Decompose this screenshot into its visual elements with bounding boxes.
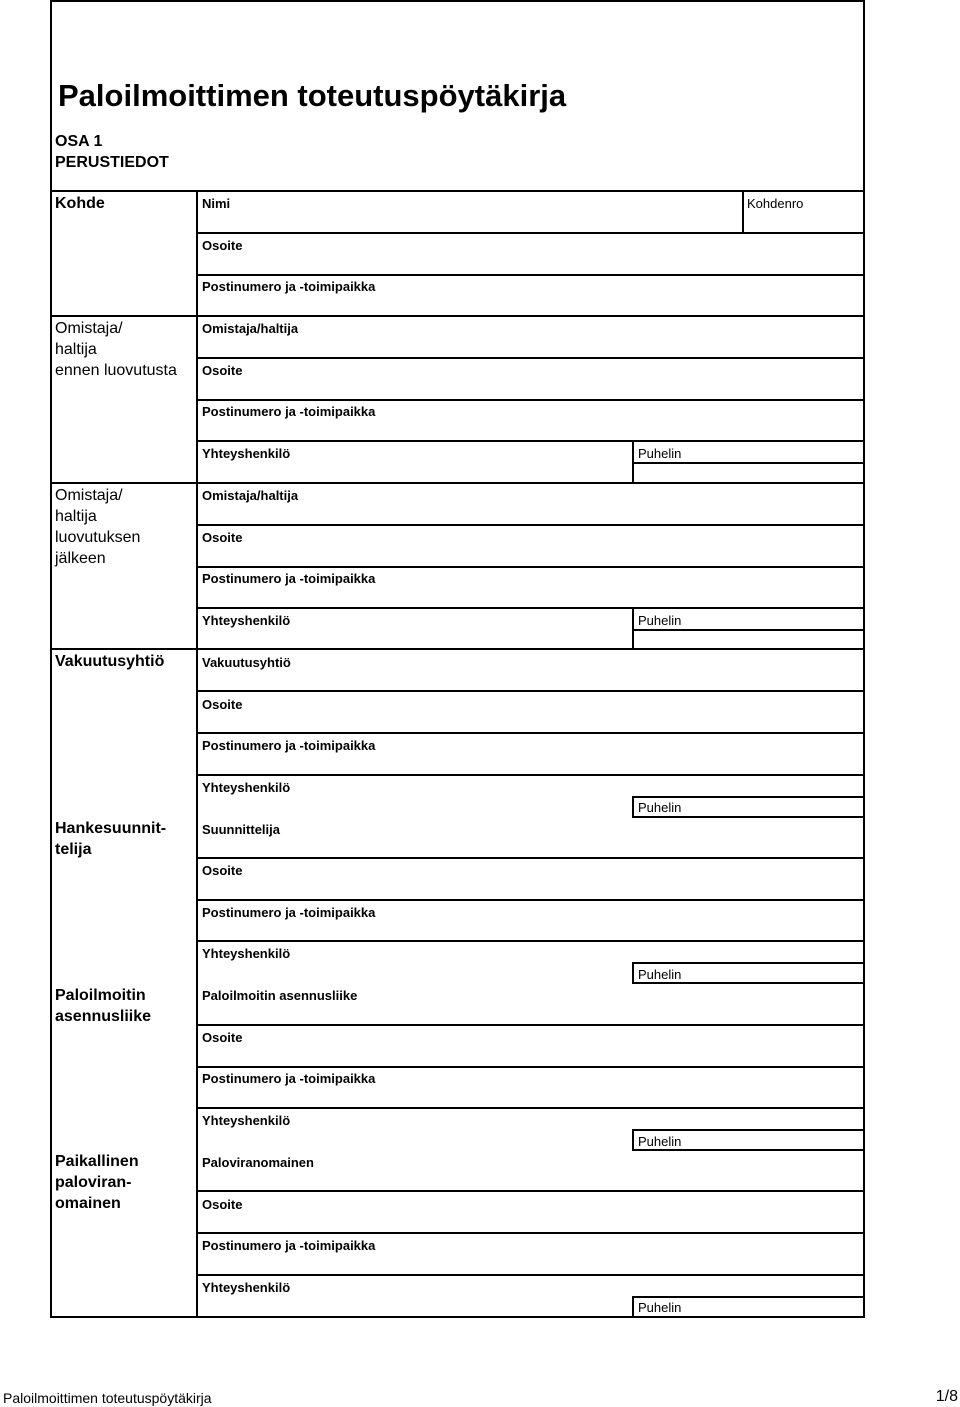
- page-title: Paloilmoittimen toteutuspöytäkirja: [58, 78, 567, 113]
- field-rule: [196, 774, 865, 776]
- rule: [50, 648, 865, 650]
- field-postinumero[interactable]: Postinumero ja -toimipaikka: [202, 1071, 376, 1086]
- section-label: omainen: [55, 1195, 121, 1212]
- field-vakuutusyhtio[interactable]: Vakuutusyhtiö: [202, 655, 291, 670]
- field-divider: [632, 962, 634, 984]
- field-rule: [632, 1129, 865, 1131]
- field-rule: [196, 1066, 865, 1068]
- field-yhteyshenkilo[interactable]: Yhteyshenkilö: [202, 613, 291, 628]
- field-rule: [196, 732, 865, 734]
- field-rule: [196, 274, 865, 276]
- field-rule: [196, 399, 865, 401]
- section-label: paloviran-: [55, 1174, 132, 1191]
- section-omistaja-ennen: [55, 318, 177, 381]
- field-yhteyshenkilo[interactable]: Yhteyshenkilö: [202, 1113, 291, 1128]
- field-rule: [196, 899, 865, 901]
- section-asennusliike: [55, 985, 151, 1027]
- field-postinumero[interactable]: Postinumero ja -toimipaikka: [202, 279, 376, 294]
- field-postinumero[interactable]: Postinumero ja -toimipaikka: [202, 905, 376, 920]
- field-rule: [632, 796, 865, 798]
- field-rule: [196, 1274, 865, 1276]
- field-yhteyshenkilo[interactable]: Yhteyshenkilö: [202, 1280, 291, 1295]
- part-heading: [55, 131, 169, 173]
- field-rule: [632, 629, 865, 631]
- section-vakuutusyhtio: [55, 651, 164, 672]
- field-divider: [632, 607, 634, 648]
- field-puhelin[interactable]: Puhelin: [638, 1134, 682, 1149]
- section-label: telija: [55, 841, 92, 858]
- field-rule: [196, 1024, 865, 1026]
- footer-title: Paloilmoittimen toteutuspöytäkirja: [3, 1390, 212, 1406]
- section-label: asennusliike: [55, 1008, 152, 1025]
- field-kohdenro[interactable]: Kohdenro: [747, 196, 804, 211]
- field-osoite[interactable]: Osoite: [202, 697, 243, 712]
- field-nimi[interactable]: Nimi: [202, 196, 231, 211]
- field-rule: [196, 940, 865, 942]
- section-label: Hankesuunnit-: [55, 820, 167, 837]
- field-puhelin[interactable]: Puhelin: [638, 1300, 682, 1315]
- field-rule: [632, 1149, 865, 1151]
- field-postinumero[interactable]: Postinumero ja -toimipaikka: [202, 571, 376, 586]
- field-rule: [632, 462, 865, 464]
- field-suunnittelija[interactable]: Suunnittelija: [202, 822, 280, 837]
- field-divider: [632, 440, 634, 482]
- column-divider: [742, 190, 744, 233]
- field-osoite[interactable]: Osoite: [202, 238, 243, 253]
- field-divider: [632, 1296, 634, 1318]
- field-puhelin[interactable]: Puhelin: [638, 800, 682, 815]
- section-label: Omistaja/: [55, 320, 123, 337]
- field-rule: [632, 962, 865, 964]
- field-postinumero[interactable]: Postinumero ja -toimipaikka: [202, 404, 376, 419]
- section-label: jälkeen: [55, 550, 106, 567]
- field-divider: [632, 796, 634, 818]
- section-label: Paikallinen: [55, 1153, 139, 1170]
- field-osoite[interactable]: Osoite: [202, 363, 243, 378]
- section-label: Kohde: [55, 195, 105, 212]
- field-rule: [196, 1190, 865, 1192]
- field-puhelin[interactable]: Puhelin: [638, 967, 682, 982]
- field-rule: [196, 857, 865, 859]
- field-rule: [632, 1296, 865, 1298]
- section-label: haltija: [55, 508, 97, 525]
- section-label: Omistaja/: [55, 487, 123, 504]
- section-kohde: [55, 193, 105, 214]
- field-osoite[interactable]: Osoite: [202, 1197, 243, 1212]
- field-divider: [632, 1129, 634, 1151]
- section-paloviranomainen: [55, 1151, 139, 1214]
- field-rule: [196, 690, 865, 692]
- rule: [50, 315, 865, 317]
- section-omistaja-jalkeen: [55, 485, 140, 569]
- section-label: Paloilmoitin: [55, 987, 146, 1004]
- field-rule: [632, 816, 865, 818]
- field-rule: [632, 982, 865, 984]
- field-yhteyshenkilo[interactable]: Yhteyshenkilö: [202, 446, 291, 461]
- page-number: 1/8: [935, 1388, 958, 1405]
- field-rule: [196, 566, 865, 568]
- field-omistaja[interactable]: Omistaja/haltija: [202, 488, 299, 503]
- field-rule: [196, 1232, 865, 1234]
- field-rule: [196, 232, 865, 234]
- field-rule: [196, 607, 865, 609]
- section-label: haltija: [55, 341, 97, 358]
- field-rule: [196, 524, 865, 526]
- field-rule: [196, 440, 865, 442]
- field-osoite[interactable]: Osoite: [202, 863, 243, 878]
- field-postinumero[interactable]: Postinumero ja -toimipaikka: [202, 738, 376, 753]
- part-number: OSA 1: [55, 133, 103, 150]
- field-rule: [196, 1107, 865, 1109]
- section-label: luovutuksen: [55, 529, 141, 546]
- field-postinumero[interactable]: Postinumero ja -toimipaikka: [202, 1238, 376, 1253]
- field-osoite[interactable]: Osoite: [202, 530, 243, 545]
- field-omistaja[interactable]: Omistaja/haltija: [202, 321, 299, 336]
- column-divider: [196, 190, 198, 1318]
- section-label: ennen luovutusta: [55, 362, 177, 379]
- section-hankesuunnittelija: [55, 818, 166, 860]
- field-asennusliike[interactable]: Paloilmoitin asennusliike: [202, 988, 358, 1003]
- field-rule: [196, 357, 865, 359]
- section-label: Vakuutusyhtiö: [55, 653, 165, 670]
- field-yhteyshenkilo[interactable]: Yhteyshenkilö: [202, 780, 291, 795]
- field-puhelin[interactable]: Puhelin: [638, 446, 682, 461]
- field-puhelin[interactable]: Puhelin: [638, 613, 682, 628]
- part-name: PERUSTIEDOT: [55, 154, 169, 171]
- field-paloviranomainen[interactable]: Paloviranomainen: [202, 1155, 314, 1170]
- rule: [50, 482, 865, 484]
- field-yhteyshenkilo[interactable]: Yhteyshenkilö: [202, 946, 291, 961]
- field-osoite[interactable]: Osoite: [202, 1030, 243, 1045]
